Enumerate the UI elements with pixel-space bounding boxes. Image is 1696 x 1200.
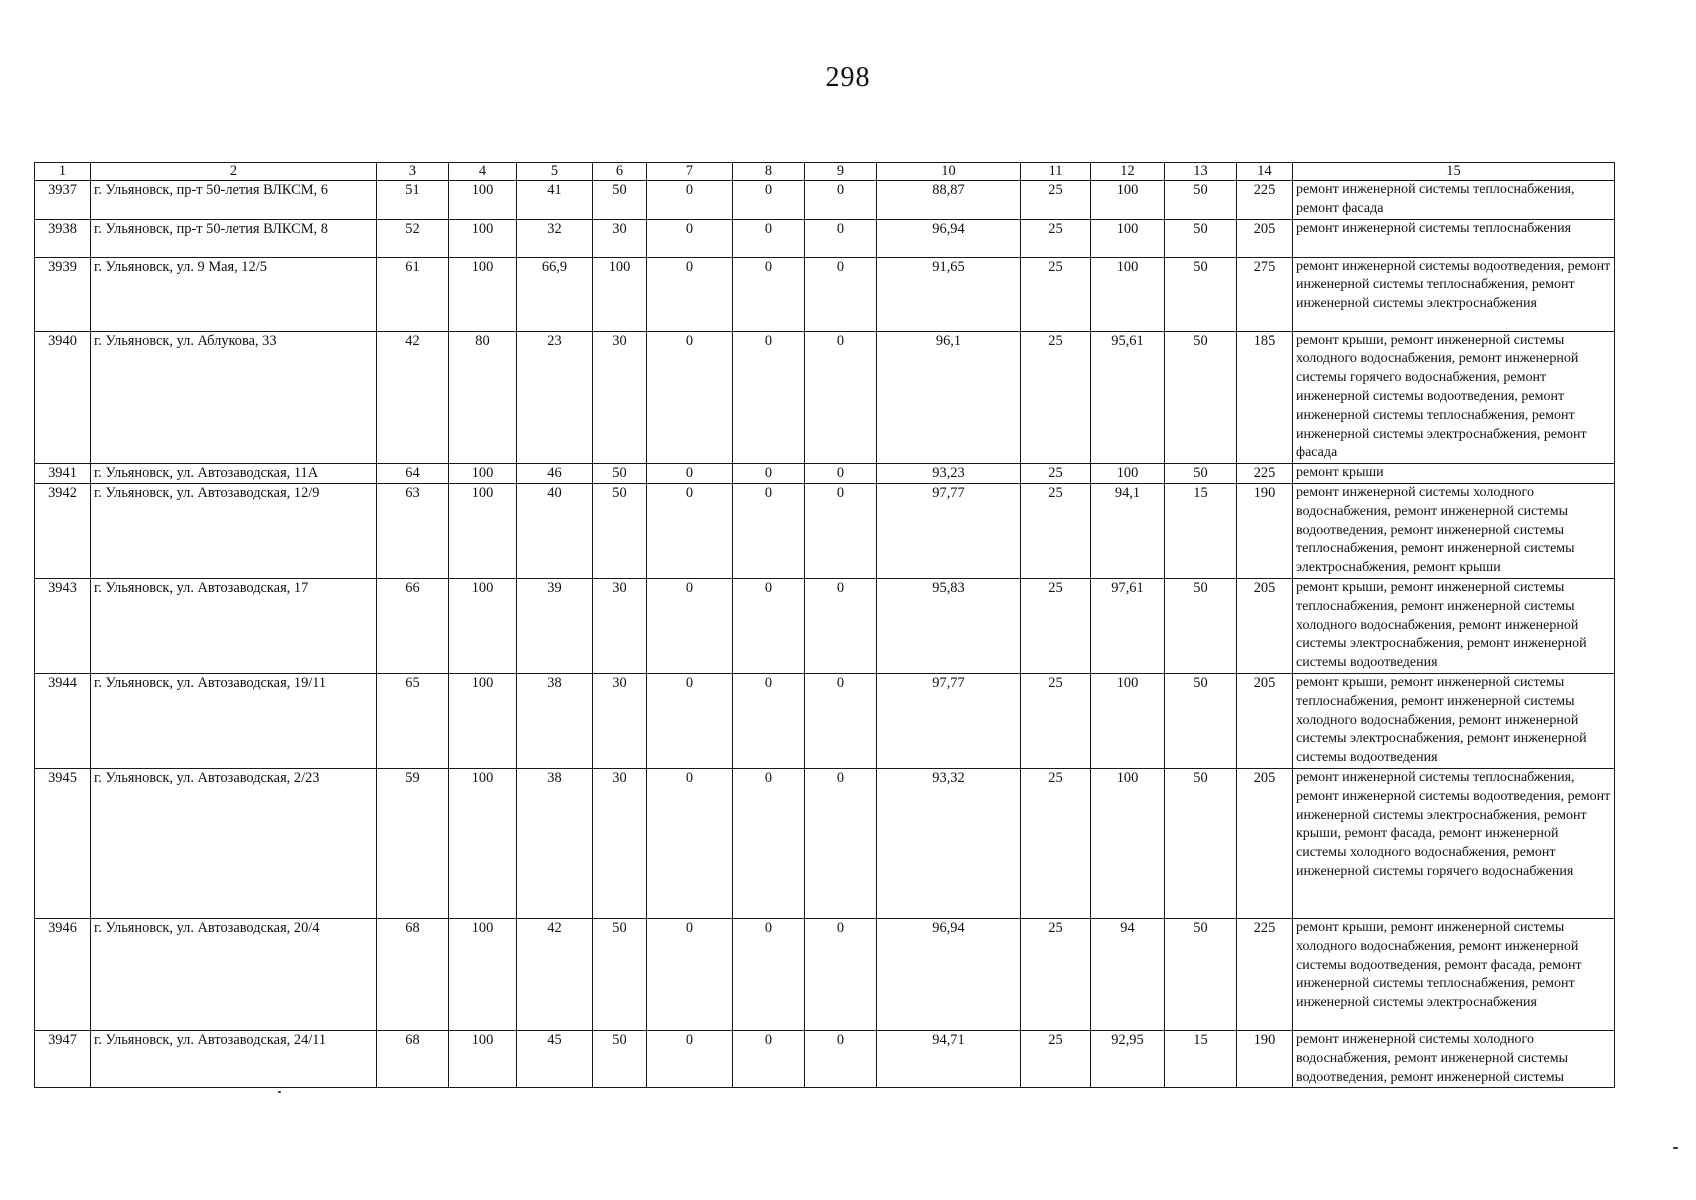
value-cell-col-6: 30 xyxy=(593,768,647,918)
address-cell: г. Ульяновск, ул. Автозаводская, 19/11 xyxy=(91,673,377,768)
value-cell-col-8: 0 xyxy=(733,257,805,331)
value-cell-col-12: 100 xyxy=(1091,464,1165,484)
value-cell-col-14: 225 xyxy=(1237,464,1293,484)
row-number-cell: 3946 xyxy=(35,918,91,1030)
value-cell-col-11: 25 xyxy=(1021,1030,1091,1087)
value-cell-col-11: 25 xyxy=(1021,483,1091,578)
table-row xyxy=(35,257,1615,331)
table-row xyxy=(35,483,1615,578)
value-cell-col-5: 41 xyxy=(517,181,593,220)
value-cell-col-8: 0 xyxy=(733,578,805,673)
row-number-cell: 3938 xyxy=(35,219,91,257)
value-cell-col-9: 0 xyxy=(805,768,877,918)
value-cell-col-3: 64 xyxy=(377,464,449,484)
value-cell-col-13: 50 xyxy=(1165,578,1237,673)
value-cell-col-9: 0 xyxy=(805,219,877,257)
value-cell-col-10: 96,94 xyxy=(877,219,1021,257)
value-cell-col-6: 50 xyxy=(593,483,647,578)
address-cell: г. Ульяновск, ул. Автозаводская, 24/11 xyxy=(91,1030,377,1087)
value-cell-col-9: 0 xyxy=(805,673,877,768)
value-cell-col-13: 50 xyxy=(1165,257,1237,331)
value-cell-col-6: 100 xyxy=(593,257,647,331)
value-cell-col-5: 45 xyxy=(517,1030,593,1087)
value-cell-col-12: 94,1 xyxy=(1091,483,1165,578)
value-cell-col-8: 0 xyxy=(733,768,805,918)
row-number-cell: 3944 xyxy=(35,673,91,768)
value-cell-col-12: 94 xyxy=(1091,918,1165,1030)
value-cell-col-14: 185 xyxy=(1237,331,1293,464)
value-cell-col-12: 100 xyxy=(1091,673,1165,768)
table-row xyxy=(35,918,1615,1030)
value-cell-col-11: 25 xyxy=(1021,181,1091,220)
value-cell-col-11: 25 xyxy=(1021,578,1091,673)
value-cell-col-5: 46 xyxy=(517,464,593,484)
value-cell-col-13: 15 xyxy=(1165,483,1237,578)
table-row xyxy=(35,578,1615,673)
column-header-5: 5 xyxy=(517,163,593,181)
value-cell-col-5: 32 xyxy=(517,219,593,257)
page-number: 298 xyxy=(825,62,871,93)
value-cell-col-6: 50 xyxy=(593,1030,647,1087)
address-cell: г. Ульяновск, пр-т 50-летия ВЛКСМ, 6 xyxy=(91,181,377,220)
value-cell-col-4: 100 xyxy=(449,219,517,257)
value-cell-col-5: 40 xyxy=(517,483,593,578)
value-cell-col-4: 100 xyxy=(449,578,517,673)
works-description-cell: ремонт инженерной системы теплоснабжения xyxy=(1293,219,1615,257)
value-cell-col-7: 0 xyxy=(647,483,733,578)
address-cell: г. Ульяновск, ул. Автозаводская, 2/23 xyxy=(91,768,377,918)
value-cell-col-8: 0 xyxy=(733,483,805,578)
value-cell-col-11: 25 xyxy=(1021,219,1091,257)
value-cell-col-13: 50 xyxy=(1165,219,1237,257)
value-cell-col-11: 25 xyxy=(1021,464,1091,484)
row-number-cell: 3940 xyxy=(35,331,91,464)
address-cell: г. Ульяновск, ул. Аблукова, 33 xyxy=(91,331,377,464)
value-cell-col-12: 100 xyxy=(1091,768,1165,918)
works-description-cell: ремонт инженерной системы теплоснабжения, ремонт инженерной системы водоотведения, ремонт инженерной системы электроснабжения, ремонт крыши, ремонт фасада, ремонт инженерной системы холодного водоснабжения, ремонт инженерной системы горячего водоснабжения xyxy=(1293,768,1615,918)
value-cell-col-4: 100 xyxy=(449,1030,517,1087)
value-cell-col-8: 0 xyxy=(733,464,805,484)
value-cell-col-13: 50 xyxy=(1165,181,1237,220)
value-cell-col-8: 0 xyxy=(733,918,805,1030)
value-cell-col-3: 66 xyxy=(377,578,449,673)
row-number-cell: 3941 xyxy=(35,464,91,484)
value-cell-col-14: 205 xyxy=(1237,673,1293,768)
value-cell-col-11: 25 xyxy=(1021,768,1091,918)
row-number-cell: 3943 xyxy=(35,578,91,673)
value-cell-col-13: 50 xyxy=(1165,331,1237,464)
works-description-cell: ремонт крыши, ремонт инженерной системы теплоснабжения, ремонт инженерной системы холодного водоснабжения, ремонт инженерной системы электроснабжения, ремонт инженерной системы водоотведения xyxy=(1293,673,1615,768)
value-cell-col-12: 100 xyxy=(1091,181,1165,220)
table-row xyxy=(35,768,1615,918)
value-cell-col-12: 100 xyxy=(1091,257,1165,331)
value-cell-col-11: 25 xyxy=(1021,673,1091,768)
works-description-cell: ремонт инженерной системы теплоснабжения, ремонт фасада xyxy=(1293,181,1615,220)
value-cell-col-4: 100 xyxy=(449,257,517,331)
value-cell-col-7: 0 xyxy=(647,464,733,484)
value-cell-col-14: 205 xyxy=(1237,768,1293,918)
value-cell-col-14: 190 xyxy=(1237,483,1293,578)
table-row xyxy=(35,331,1615,464)
value-cell-col-4: 80 xyxy=(449,331,517,464)
value-cell-col-9: 0 xyxy=(805,257,877,331)
value-cell-col-8: 0 xyxy=(733,181,805,220)
table-row xyxy=(35,219,1615,257)
value-cell-col-13: 50 xyxy=(1165,464,1237,484)
value-cell-col-14: 225 xyxy=(1237,181,1293,220)
value-cell-col-8: 0 xyxy=(733,219,805,257)
column-header-6: 6 xyxy=(593,163,647,181)
value-cell-col-9: 0 xyxy=(805,181,877,220)
value-cell-col-14: 190 xyxy=(1237,1030,1293,1087)
value-cell-col-9: 0 xyxy=(805,1030,877,1087)
value-cell-col-6: 30 xyxy=(593,331,647,464)
address-cell: г. Ульяновск, ул. Автозаводская, 12/9 xyxy=(91,483,377,578)
row-number-cell: 3937 xyxy=(35,181,91,220)
value-cell-col-3: 61 xyxy=(377,257,449,331)
value-cell-col-10: 96,1 xyxy=(877,331,1021,464)
value-cell-col-10: 97,77 xyxy=(877,673,1021,768)
value-cell-col-4: 100 xyxy=(449,673,517,768)
value-cell-col-9: 0 xyxy=(805,483,877,578)
value-cell-col-10: 94,71 xyxy=(877,1030,1021,1087)
row-number-cell: 3947 xyxy=(35,1030,91,1087)
address-cell: г. Ульяновск, ул. Автозаводская, 11А xyxy=(91,464,377,484)
column-header-14: 14 xyxy=(1237,163,1293,181)
works-description-cell: ремонт крыши, ремонт инженерной системы холодного водоснабжения, ремонт инженерной системы водоотведения, ремонт фасада, ремонт инженерной системы теплоснабжения, ремонт инженерной системы электроснабжения xyxy=(1293,918,1615,1030)
table-row xyxy=(35,1030,1615,1087)
value-cell-col-11: 25 xyxy=(1021,918,1091,1030)
value-cell-col-12: 95,61 xyxy=(1091,331,1165,464)
works-description-cell: ремонт инженерной системы холодного водоснабжения, ремонт инженерной системы водоотведения, ремонт инженерной системы xyxy=(1293,1030,1615,1087)
works-description-cell: ремонт крыши, ремонт инженерной системы теплоснабжения, ремонт инженерной системы холодного водоснабжения, ремонт инженерной системы электроснабжения, ремонт инженерной системы водоотведения xyxy=(1293,578,1615,673)
register-table-wrap xyxy=(34,162,1614,1088)
value-cell-col-5: 38 xyxy=(517,768,593,918)
value-cell-col-7: 0 xyxy=(647,918,733,1030)
row-number-cell: 3939 xyxy=(35,257,91,331)
value-cell-col-4: 100 xyxy=(449,181,517,220)
value-cell-col-4: 100 xyxy=(449,768,517,918)
value-cell-col-14: 275 xyxy=(1237,257,1293,331)
register-table xyxy=(34,162,1615,1088)
value-cell-col-3: 59 xyxy=(377,768,449,918)
value-cell-col-10: 97,77 xyxy=(877,483,1021,578)
value-cell-col-13: 15 xyxy=(1165,1030,1237,1087)
value-cell-col-7: 0 xyxy=(647,181,733,220)
value-cell-col-7: 0 xyxy=(647,673,733,768)
value-cell-col-6: 30 xyxy=(593,673,647,768)
value-cell-col-9: 0 xyxy=(805,331,877,464)
value-cell-col-11: 25 xyxy=(1021,331,1091,464)
column-header-10: 10 xyxy=(877,163,1021,181)
table-body xyxy=(35,181,1615,1088)
address-cell: г. Ульяновск, пр-т 50-летия ВЛКСМ, 8 xyxy=(91,219,377,257)
value-cell-col-3: 68 xyxy=(377,1030,449,1087)
value-cell-col-14: 205 xyxy=(1237,219,1293,257)
value-cell-col-12: 92,95 xyxy=(1091,1030,1165,1087)
column-header-3: 3 xyxy=(377,163,449,181)
value-cell-col-10: 88,87 xyxy=(877,181,1021,220)
address-cell: г. Ульяновск, ул. Автозаводская, 17 xyxy=(91,578,377,673)
scan-speck xyxy=(1673,1147,1678,1149)
value-cell-col-12: 97,61 xyxy=(1091,578,1165,673)
value-cell-col-13: 50 xyxy=(1165,918,1237,1030)
value-cell-col-7: 0 xyxy=(647,257,733,331)
value-cell-col-10: 93,23 xyxy=(877,464,1021,484)
value-cell-col-7: 0 xyxy=(647,331,733,464)
value-cell-col-7: 0 xyxy=(647,768,733,918)
value-cell-col-3: 51 xyxy=(377,181,449,220)
table-row xyxy=(35,464,1615,484)
value-cell-col-9: 0 xyxy=(805,578,877,673)
scan-speck xyxy=(278,1091,281,1093)
column-header-8: 8 xyxy=(733,163,805,181)
value-cell-col-9: 0 xyxy=(805,918,877,1030)
value-cell-col-8: 0 xyxy=(733,331,805,464)
table-row xyxy=(35,673,1615,768)
value-cell-col-7: 0 xyxy=(647,219,733,257)
address-cell: г. Ульяновск, ул. 9 Мая, 12/5 xyxy=(91,257,377,331)
works-description-cell: ремонт инженерной системы холодного водоснабжения, ремонт инженерной системы водоотведения, ремонт инженерной системы теплоснабжения, ремонт инженерной системы электроснабжения, ремонт крыши xyxy=(1293,483,1615,578)
value-cell-col-3: 65 xyxy=(377,673,449,768)
column-header-4: 4 xyxy=(449,163,517,181)
column-header-1: 1 xyxy=(35,163,91,181)
column-header-12: 12 xyxy=(1091,163,1165,181)
header-row xyxy=(35,163,1615,181)
value-cell-col-8: 0 xyxy=(733,1030,805,1087)
value-cell-col-10: 96,94 xyxy=(877,918,1021,1030)
value-cell-col-4: 100 xyxy=(449,483,517,578)
value-cell-col-3: 63 xyxy=(377,483,449,578)
value-cell-col-5: 66,9 xyxy=(517,257,593,331)
column-header-7: 7 xyxy=(647,163,733,181)
value-cell-col-3: 68 xyxy=(377,918,449,1030)
table-row xyxy=(35,181,1615,220)
column-header-9: 9 xyxy=(805,163,877,181)
value-cell-col-14: 225 xyxy=(1237,918,1293,1030)
value-cell-col-5: 23 xyxy=(517,331,593,464)
address-cell: г. Ульяновск, ул. Автозаводская, 20/4 xyxy=(91,918,377,1030)
value-cell-col-13: 50 xyxy=(1165,673,1237,768)
value-cell-col-8: 0 xyxy=(733,673,805,768)
value-cell-col-6: 50 xyxy=(593,918,647,1030)
value-cell-col-6: 50 xyxy=(593,464,647,484)
value-cell-col-10: 91,65 xyxy=(877,257,1021,331)
value-cell-col-6: 30 xyxy=(593,219,647,257)
value-cell-col-10: 93,32 xyxy=(877,768,1021,918)
works-description-cell: ремонт крыши xyxy=(1293,464,1615,484)
value-cell-col-10: 95,83 xyxy=(877,578,1021,673)
value-cell-col-14: 205 xyxy=(1237,578,1293,673)
value-cell-col-9: 0 xyxy=(805,464,877,484)
value-cell-col-3: 42 xyxy=(377,331,449,464)
value-cell-col-4: 100 xyxy=(449,464,517,484)
column-header-15: 15 xyxy=(1293,163,1615,181)
row-number-cell: 3942 xyxy=(35,483,91,578)
works-description-cell: ремонт крыши, ремонт инженерной системы холодного водоснабжения, ремонт инженерной системы горячего водоснабжения, ремонт инженерной системы водоотведения, ремонт инженерной системы теплоснабжения, ремонт инженерной системы электроснабжения, ремонт фасада xyxy=(1293,331,1615,464)
column-header-11: 11 xyxy=(1021,163,1091,181)
value-cell-col-7: 0 xyxy=(647,578,733,673)
value-cell-col-3: 52 xyxy=(377,219,449,257)
value-cell-col-4: 100 xyxy=(449,918,517,1030)
value-cell-col-12: 100 xyxy=(1091,219,1165,257)
column-header-2: 2 xyxy=(91,163,377,181)
value-cell-col-5: 39 xyxy=(517,578,593,673)
value-cell-col-5: 38 xyxy=(517,673,593,768)
works-description-cell: ремонт инженерной системы водоотведения, ремонт инженерной системы теплоснабжения, ремонт инженерной системы электроснабжения xyxy=(1293,257,1615,331)
column-header-13: 13 xyxy=(1165,163,1237,181)
value-cell-col-6: 50 xyxy=(593,181,647,220)
value-cell-col-7: 0 xyxy=(647,1030,733,1087)
row-number-cell: 3945 xyxy=(35,768,91,918)
value-cell-col-6: 30 xyxy=(593,578,647,673)
value-cell-col-13: 50 xyxy=(1165,768,1237,918)
value-cell-col-5: 42 xyxy=(517,918,593,1030)
value-cell-col-11: 25 xyxy=(1021,257,1091,331)
